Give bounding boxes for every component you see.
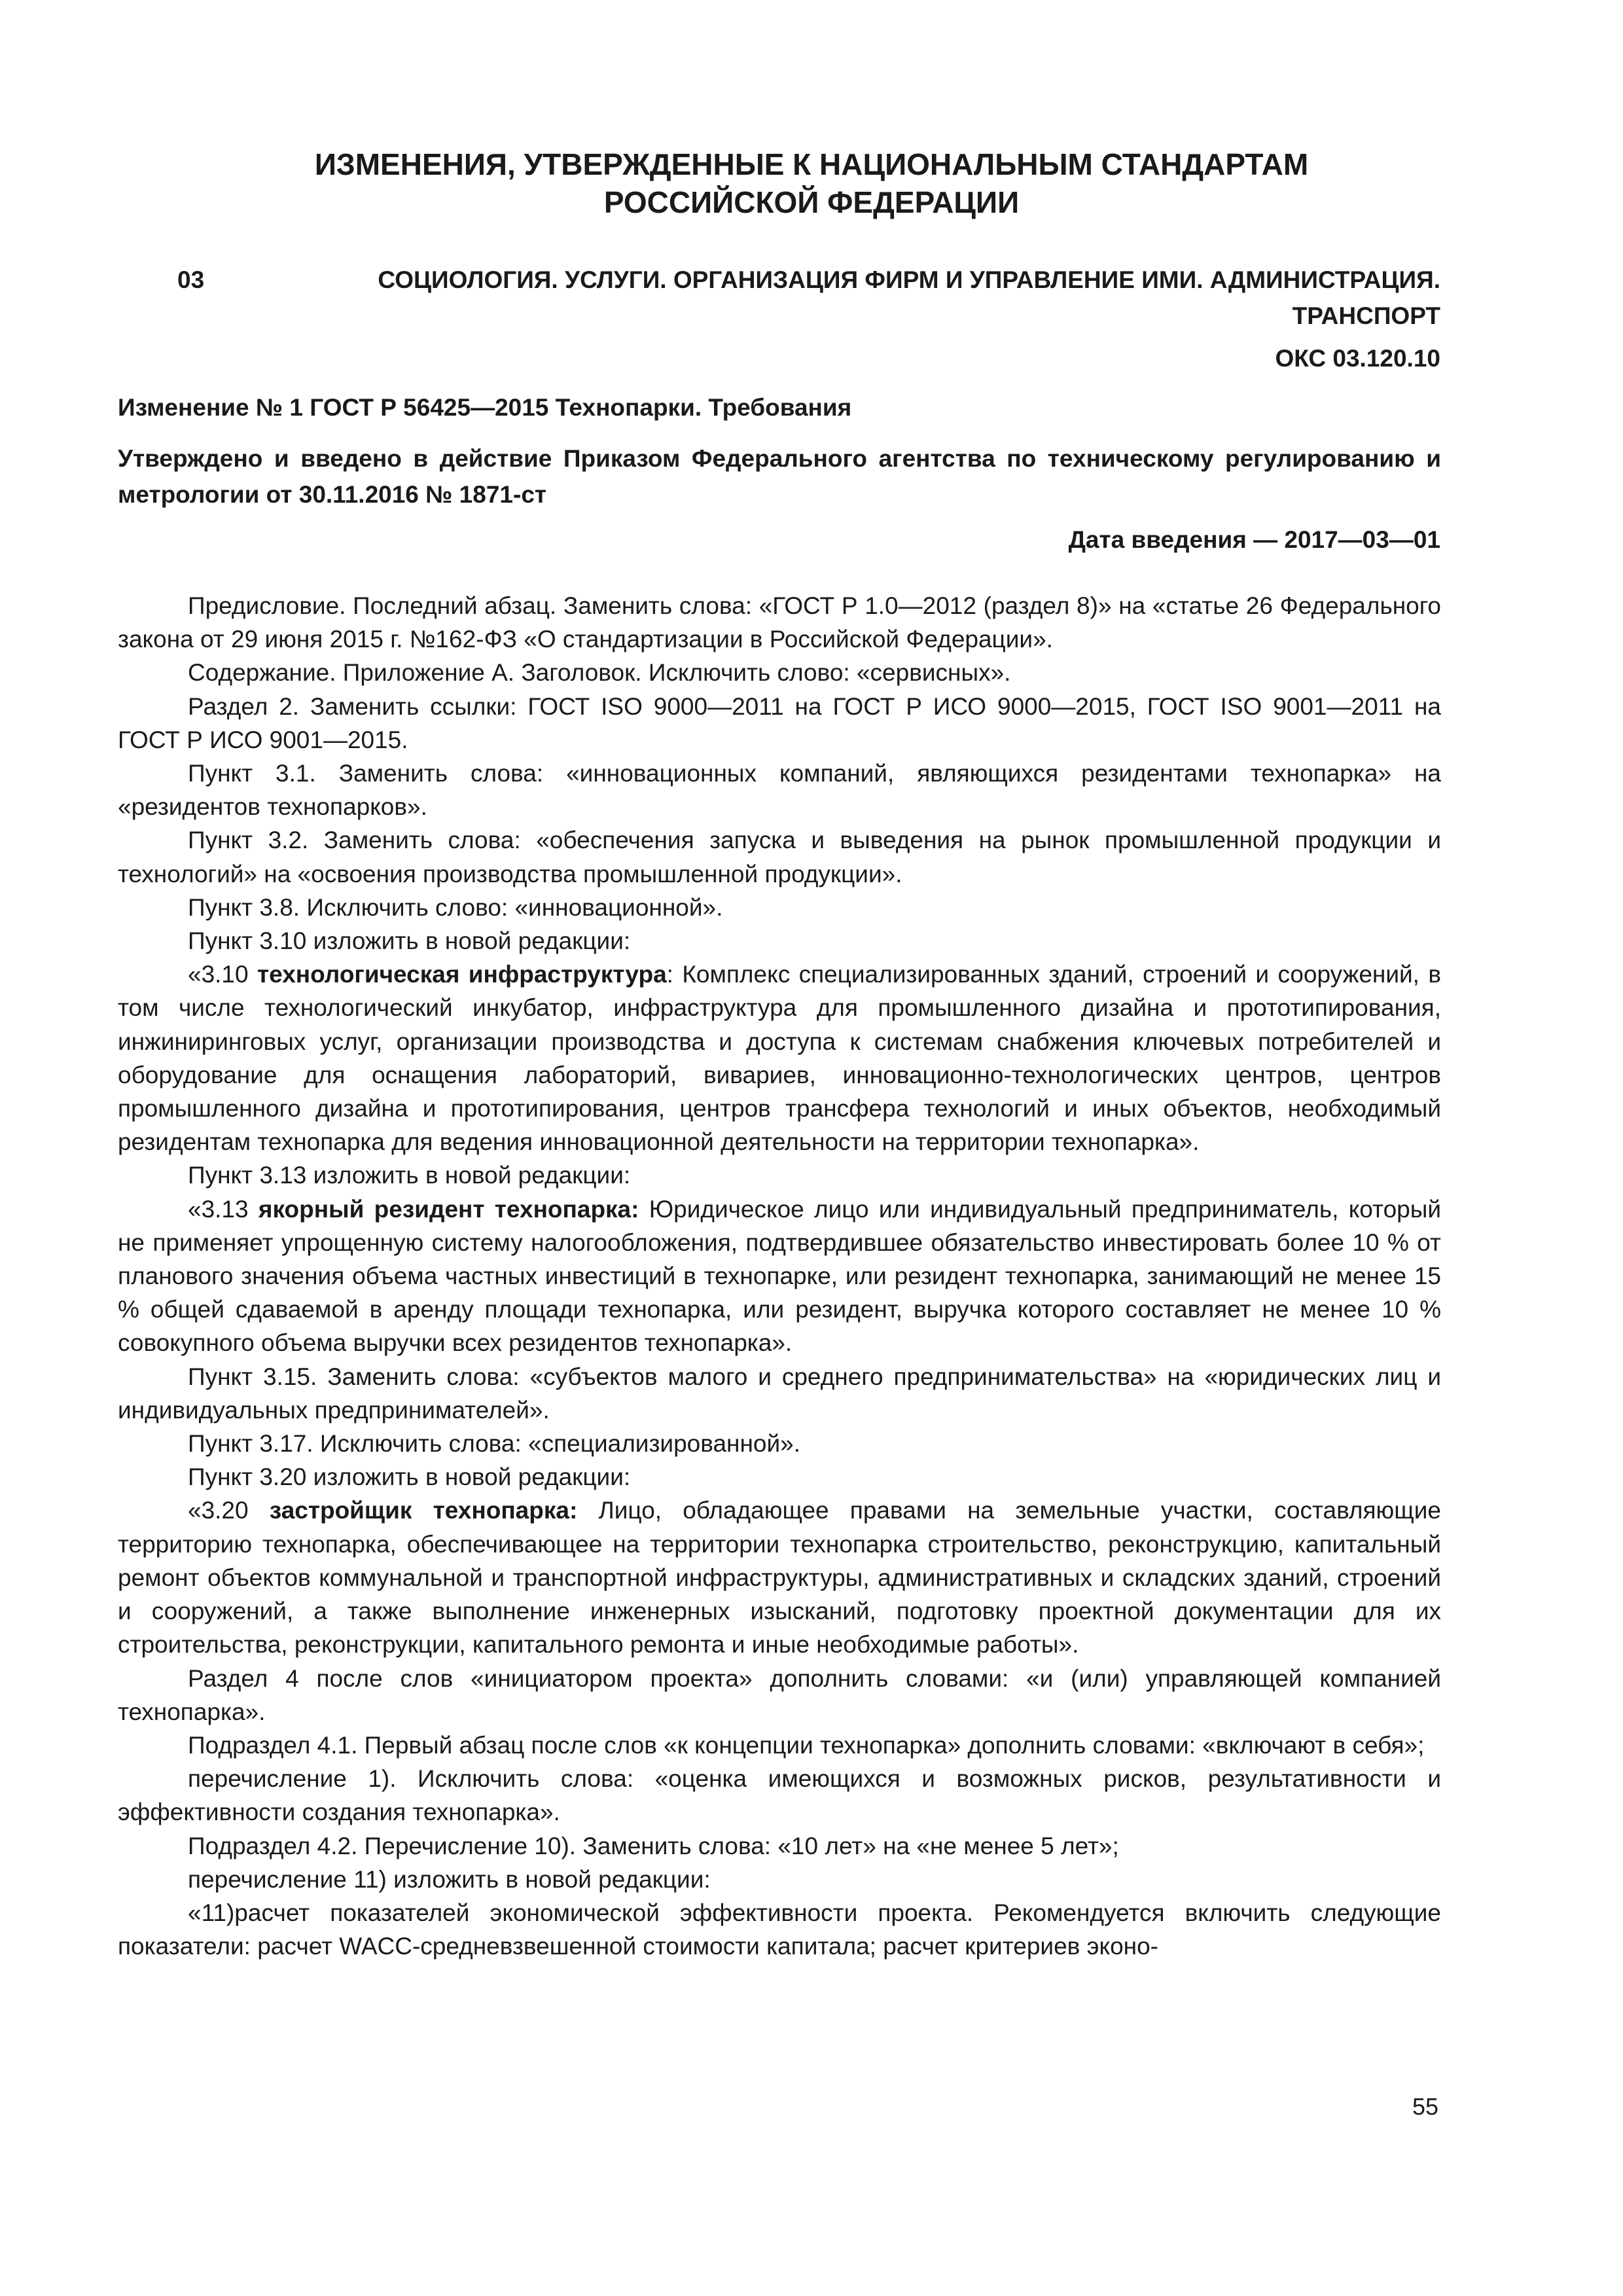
definition-term: технологическая инфраструктура [257,961,667,988]
change-title: Изменение № 1 ГОСТ Р 56425—2015 Технопарки. Требования [118,394,852,421]
paragraph: Раздел 2. Заменить ссылки: ГОСТ ISO 9000—2011 на ГОСТ Р ИСО 9000—2015, ГОСТ ISO 9001—2011 на ГОСТ Р ИСО 9001—2015. [118,692,1441,753]
paragraph: перечисление 1). Исключить слова: «оценка имеющихся и возможных рисков, результативности и эффективности создания технопарка». [118,1765,1441,1826]
paragraph: Пункт 3.20 изложить в новой редакции: [188,1463,631,1491]
document-title [131,145,1492,221]
document-title-line-1: ИЗМЕНЕНИЯ, УТВЕРЖДЕННЫЕ К НАЦИОНАЛЬНЫМ СТАНДАРТАМ [314,147,1309,181]
paragraph: Пункт 3.1. Заменить слова: «инновационных компаний, являющихся резидентами технопарка» на «резидентов технопарков». [118,760,1441,821]
page-number: 55 [1412,2093,1438,2120]
paragraph: Пункт 3.2. Заменить слова: «обеспечения запуска и выведения на рынок промышленной продукции и технологий» на «освоения производства промышленной продукции». [118,827,1441,888]
definition-paragraph [118,1193,1441,1360]
paragraph: «11)расчет показателей экономической эффективности проекта. Рекомендуется включить следующие показатели: расчет WACC-средневзвешенной стоимости капитала; расчет критериев эконо- [118,1899,1441,1960]
paragraph: Пункт 3.17. Исключить слова: «специализированной». [188,1430,801,1458]
definition-text: : Комплекс специализированных зданий, строений и сооружений, в том числе технологический инкубатор, инфраструктура для промышленного дизайна и прототипирования, инжиниринговых услуг, организации производства и доступа к системам снабжения ключевых потребителей и оборудование для оснащения лабораторий, вивариев, инновационно-технологических центров, центров промышленного дизайна и прототипирования, центров трансфера технологий и иных объектов, необходимый резидентам технопарка для ведения инновационной деятельности на территории технопарка». [118,961,1442,1156]
section-title-line-1: СОЦИОЛОГИЯ. УСЛУГИ. ОРГАНИЗАЦИЯ ФИРМ И УПРАВЛЕНИЕ ИМИ. АДМИНИСТРАЦИЯ. [378,266,1440,293]
definition-term: якорный резидент технопарка: [258,1195,639,1223]
definition-number: «3.13 [188,1195,259,1223]
definition-text: Лицо, обладающее правами на земельные участки, составляющие территорию технопарка, обеспечивающее на территории технопарка строительство, реконструкцию, капитальный ремонт объектов коммунальной и транспортной инфраструктуры, административных и складских зданий, строений и сооружений, а также выполнение инженерных изысканий, подготовку проектной документации для их строительства, реконструкции, капитального ремонта и иные необходимые работы». [118,1497,1441,1659]
paragraph: Пункт 3.13 изложить в новой редакции: [188,1162,631,1189]
document-body [118,589,1441,1963]
paragraph: Пункт 3.8. Исключить слово: «инновационной». [188,893,723,921]
paragraph: перечисление 11) изложить в новой редакции: [188,1865,711,1893]
paragraph: Раздел 4 после слов «инициатором проекта» дополнить словами: «и (или) управляющей компанией технопарка». [118,1664,1441,1725]
document-title-line-2: РОССИЙСКОЙ ФЕДЕРАЦИИ [603,185,1020,219]
paragraph: Подраздел 4.2. Перечисление 10). Заменить слова: «10 лет» на «не менее 5 лет»; [188,1832,1119,1859]
paragraph: Пункт 3.10 изложить в новой редакции: [188,927,631,955]
paragraph: Подраздел 4.1. Первый абзац после слов «к концепции технопарка» дополнить словами: «включают в себя»; [188,1731,1425,1759]
introduction-date: Дата введения — 2017—03—01 [1068,526,1440,553]
paragraph: Пункт 3.15. Заменить слова: «субъектов малого и среднего предпринимательства» на «юридических лиц и индивидуальных предпринимателей». [118,1363,1441,1424]
paragraph: Предисловие. Последний абзац. Заменить слова: «ГОСТ Р 1.0—2012 (раздел 8)» на «статье 26 Федерального закона от 29 июня 2015 г. №162-ФЗ «О стандартизации в Российской Федерации». [118,592,1441,653]
section-number: 03 [177,266,205,293]
definition-text: Юридическое лицо или индивидуальный предприниматель, который не применяет упрощенную систему налогообложения, подтвердившее обязательство инвестировать более 10 % от планового значения объема частных инвестиций в технопарке, или резидент технопарка, занимающий не менее 15 % общей сдаваемой в аренду площади технопарка, или резидент, выручка которого составляет не менее 10 % совокупного объема выручки всех резидентов технопарка». [118,1195,1442,1357]
paragraph: Содержание. Приложение А. Заголовок. Исключить слово: «сервисных». [188,659,1011,687]
definition-number: «3.20 [188,1497,270,1524]
definition-paragraph [118,1494,1441,1661]
approval-statement: Утверждено и введено в действие Приказом Федерального агентства по техническому регулированию и метрологии от 30.11.2016 № 1871-ст [118,445,1441,508]
definition-paragraph [118,958,1441,1158]
oks-code: ОКС 03.120.10 [1275,345,1440,372]
definition-term: застройщик технопарка: [269,1497,578,1524]
section-title-line-2: ТРАНСПОРТ [1292,302,1440,329]
section-heading [177,262,1440,334]
definition-number: «3.10 [188,961,257,988]
